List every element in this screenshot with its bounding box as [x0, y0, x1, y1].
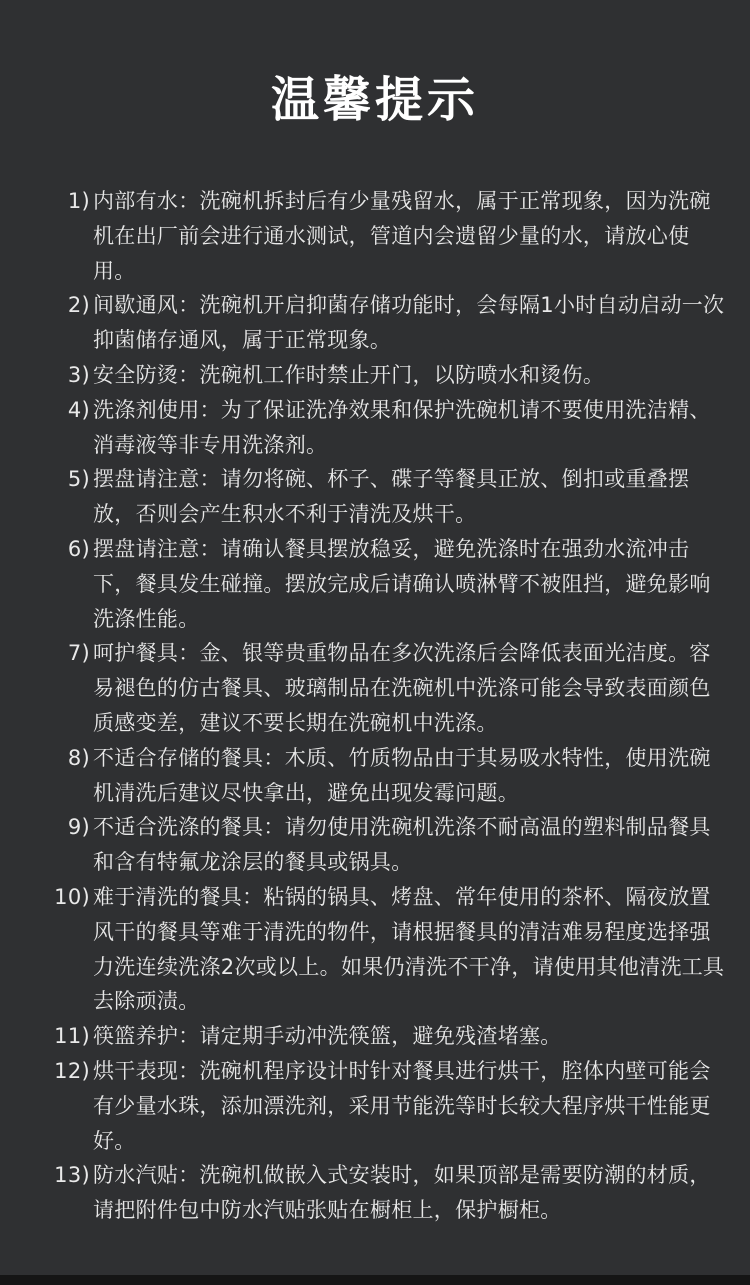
- tip-text: 不适合存储的餐具：木质、竹质物品由于其易吸水特性，使用洗碗机清洗后建议尽快拿出，避免出现发霉问题。: [93, 745, 711, 805]
- tip-text: 安全防烫：洗碗机工作时禁止开门，以防喷水和烫伤。: [93, 362, 605, 387]
- tip-number: 4): [67, 397, 90, 422]
- tip-text: 难于清洗的餐具：粘锅的锅具、烤盘、常年使用的茶杯、隔夜放置风干的餐具等难于清洗的物件，请根据餐具的清洁难易程度选择强力洗连续洗涤2次或以上。如果仍清洗不干净，请使用其他清洗工具去除顽渍。: [93, 884, 725, 1014]
- tip-item: [0, 1158, 750, 1228]
- tip-item: [0, 532, 750, 636]
- tip-item: [0, 358, 750, 393]
- tip-number: 8): [67, 745, 90, 770]
- tip-text: 摆盘请注意：请确认餐具摆放稳妥，避免洗涤时在强劲水流冲击下，餐具发生碰撞。摆放完成后请确认喷淋臂不被阻挡，避免影响洗涤性能。: [93, 536, 711, 631]
- tip-number: 12): [54, 1058, 90, 1083]
- tips-list: [0, 184, 750, 1228]
- tip-item: [0, 636, 750, 740]
- tip-number: 5): [67, 467, 90, 492]
- page-title: 温馨提示: [270, 72, 479, 128]
- tip-number: 6): [67, 536, 90, 561]
- tip-item: [0, 741, 750, 811]
- tip-text: 烘干表现：洗碗机程序设计时针对餐具进行烘干，腔体内壁可能会有少量水珠，添加漂洗剂，采用节能洗等时长较大程序烘干性能更好。: [93, 1058, 711, 1153]
- tip-number: 10): [54, 884, 90, 909]
- tip-text: 防水汽贴：洗碗机做嵌入式安装时，如果顶部是需要防潮的材质，请把附件包中防水汽贴张贴在橱柜上，保护橱柜。: [93, 1163, 711, 1223]
- tip-number: 2): [67, 293, 90, 318]
- tip-item: [0, 184, 750, 288]
- tip-text: 筷篮养护：请定期手动冲洗筷篮，避免残渣堵塞。: [93, 1024, 562, 1049]
- tip-text: 内部有水：洗碗机拆封后有少量残留水，属于正常现象，因为洗碗机在出厂前会进行通水测试，管道内会遗留少量的水，请放心使用。: [93, 189, 711, 283]
- tip-text: 摆盘请注意：请勿将碗、杯子、碟子等餐具正放、倒扣或重叠摆放，否则会产生积水不利于清洗及烘干。: [93, 467, 690, 527]
- tip-text: 间歇通风：洗碗机开启抑菌存储功能时，会每隔1小时自动启动一次抑菌储存通风，属于正常现象。: [93, 293, 725, 353]
- tip-number: 13): [54, 1163, 90, 1188]
- tip-number: 7): [67, 641, 90, 666]
- tip-item: [0, 1019, 750, 1054]
- tip-item: [0, 393, 750, 463]
- tip-number: 11): [54, 1024, 90, 1049]
- bottom-edge-bar: [0, 1275, 750, 1285]
- tip-item: [0, 880, 750, 1019]
- tip-number: 3): [67, 362, 90, 387]
- tip-number: 1): [67, 189, 90, 213]
- tip-text: 洗涤剂使用：为了保证洗净效果和保护洗碗机请不要使用洗洁精、消毒液等非专用洗涤剂。: [93, 397, 711, 457]
- tip-item: [0, 288, 750, 358]
- tip-text: 呵护餐具：金、银等贵重物品在多次洗涤后会降低表面光洁度。容易褪色的仿古餐具、玻璃制品在洗碗机中洗涤可能会导致表面颜色质感变差，建议不要长期在洗碗机中洗涤。: [93, 641, 711, 735]
- tip-text: 不适合洗涤的餐具：请勿使用洗碗机洗涤不耐高温的塑料制品餐具和含有特氟龙涂层的餐具或锅具。: [93, 815, 711, 875]
- tip-item: [0, 810, 750, 880]
- tip-item: [0, 1054, 750, 1158]
- tip-item: [0, 462, 750, 532]
- tip-number: 9): [67, 815, 90, 840]
